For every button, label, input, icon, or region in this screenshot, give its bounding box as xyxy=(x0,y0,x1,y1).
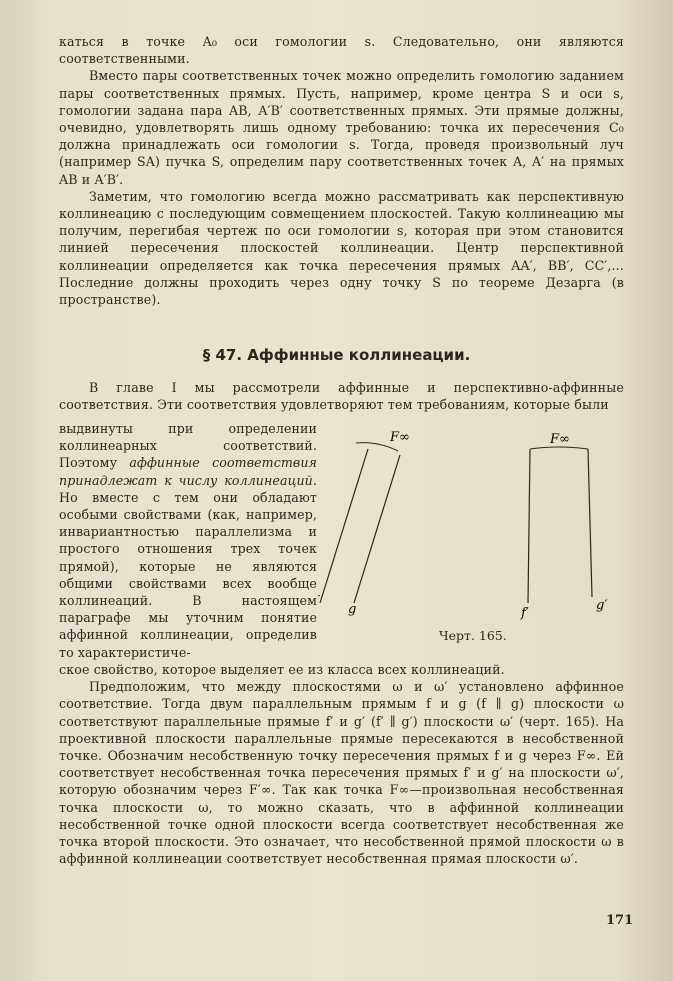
wrap-text-before: выдвинуты при определении коллинеарных соответствий. Поэтому xyxy=(59,421,317,471)
label-F-left: F∞ xyxy=(390,430,410,445)
page-number: 171 xyxy=(606,913,634,928)
label-f xyxy=(318,594,320,609)
label-g: g xyxy=(348,602,357,617)
text-block-bottom xyxy=(59,661,624,867)
paragraph: ское свойство, которое выделяет ее из класса всех коллинеаций. xyxy=(59,662,505,677)
paragraph: Вместо пары соответственных точек можно определить гомологию заданием пары соответственных прямых. Пусть, например, кроме центра S и оси s, гомологии задана пара AB, A′B′ соответственных прямых. Эти прямые должны, очевидно, удовлетворять лишь одному требованию: точка их пересечения C₀ должна принадлежать оси гомологии s. Тогда, проведя произвольный луч (например SA) пучка S, определим пару соответственных точек A, A′ на прямых AB и A′B′. xyxy=(59,68,624,187)
arc-right xyxy=(530,447,588,449)
text-block-wrapped xyxy=(59,420,317,661)
paragraph: Заметим, что гомологию всегда можно рассматривать как перспективную коллинеацию с последующим совмещением плоскостей. Такую коллинеацию мы получим, перегибая чертеж по оси гомологии s, которая при этом становится линией пересечения плоскостей коллинеации. Центр перспективной коллинеации определяется как точка пересечения прямых AA′, BB′, CC′,... Последние должны проходить через одну точку S по теореме Дезарга (в пространстве). xyxy=(59,188,624,308)
paragraph: В главе I мы рассмотрели аффинные и перспективно-аффинные соответствия. Эти соответствия удовлетворяют тем требованиям, которые были xyxy=(59,380,624,413)
figure-caption: Черт. 165. xyxy=(439,628,507,643)
line-g xyxy=(354,455,400,603)
label-F-right: F∞ xyxy=(550,432,570,447)
text-block-top xyxy=(59,33,624,308)
paragraph xyxy=(59,420,317,661)
text-block-intro xyxy=(59,379,624,413)
wrap-text-after: Но вместе с тем они обладают особыми свойствами (как, например, инвариантностью параллелизма и простого отношения трех точек прямой), которые не являются общими свойствами всех вообще коллинеаций. В настоящем параграфе мы уточним понятие аффинной коллинеации, определив то характеристиче- xyxy=(59,489,317,660)
paragraph: каться в точке A₀ оси гомологии s. Следовательно, они являются соответственными. xyxy=(59,34,624,67)
paragraph: Предположим, что между плоскостями ω и ω′ установлено аффинное соответствие. Тогда двум параллельным прямым f и g (f ∥ g) плоскости ω соответствуют параллельные прямые f′ и g′ (f′ ∥ g′) плоскости ω′ (черт. 165). На проективной плоскости параллельные прямые пересекаются в несобственной точке. Обозначим несобственную точку пересечения прямых f и g через F∞. Ей соответствует несобственная точка пересечения прямых f′ и g′ на плоскости ω′, которую обозначим через F′∞. Так как точка F∞—произвольная несобственная точка плоскости ω, то можно сказать, что в аффинной коллинеации несобственной точке одной плоскости всегда соответствует несобственная же точка второй плоскости. Это означает, что несобственной прямой плоскости ω в аффинной коллинеации соответствует несобственная прямая плоскости ω′. xyxy=(59,679,624,867)
label-g-prime: g′ xyxy=(596,598,608,613)
italic-statement: аффинные соответствия принадлежат к числу коллинеаций. xyxy=(59,455,317,488)
section-title: § 47. Аффинные коллинеации. xyxy=(202,346,471,364)
line-f-prime xyxy=(528,449,530,603)
line-g-prime xyxy=(588,449,592,597)
figure-165 xyxy=(318,427,638,657)
label-f-prime: f′ xyxy=(521,606,529,621)
